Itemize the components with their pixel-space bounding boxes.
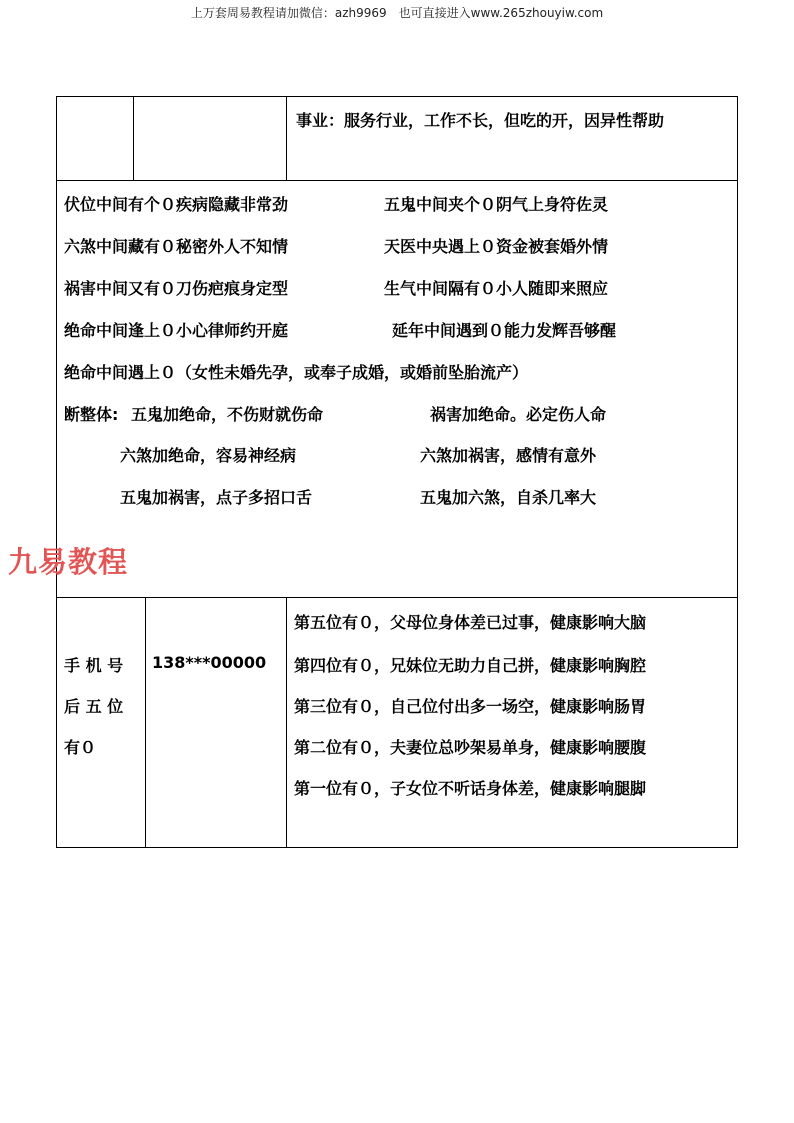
phone-label-line-3: 有０ [64, 738, 97, 757]
page-header: 上万套周易教程请加微信：azh9969 也可直接进入www.265zhouyiw.com [190, 6, 604, 20]
bottom-row-divider-1 [145, 597, 146, 848]
digit-item-5: 第五位有０，父母位身体差已过事，健康影响大脑 [294, 613, 647, 632]
bottom-row-top-line [56, 597, 738, 598]
overall-right-1: 祸害加绝命。必定伤人命 [430, 405, 607, 424]
verse-single: 绝命中间遇上０（女性未婚先孕，或奉子成婚，或婚前坠胎流产） [64, 363, 529, 382]
phone-number: 138***00000 [152, 653, 267, 672]
top-row-bottom-line [56, 180, 738, 181]
bottom-row-divider-2 [286, 597, 287, 848]
phone-label-line-1: 手 机 号 [64, 656, 124, 675]
verse-left-1: 伏位中间有个０疾病隐藏非常劲 [64, 195, 289, 214]
verse-left-4: 绝命中间逢上０小心律师约开庭 [64, 321, 289, 340]
digit-item-1: 第一位有０，子女位不听话身体差，健康影响腿脚 [294, 779, 647, 798]
phone-label-line-2: 后 五 位 [64, 697, 124, 716]
overall-right-2: 六煞加祸害，感情有意外 [420, 446, 597, 465]
overall-left-3: 五鬼加祸害，点子多招口舌 [120, 488, 313, 507]
overall-left-2: 六煞加绝命，容易神经病 [120, 446, 297, 465]
top-row-divider-1 [133, 96, 134, 181]
verse-right-4: 延年中间遇到０能力发辉吾够醒 [392, 321, 617, 340]
digit-item-2: 第二位有０，夫妻位总吵架易单身，健康影响腰腹 [294, 738, 647, 757]
verse-right-2: 天医中央遇上０资金被套婚外情 [384, 237, 609, 256]
overall-left-1: 五鬼加绝命，不伤财就伤命 [131, 405, 324, 424]
watermark-logo: 九易教程 [8, 545, 129, 579]
overall-right-3: 五鬼加六煞，自杀几率大 [420, 488, 597, 507]
career-text: 事业：服务行业，工作不长，但吃的开，因异性帮助 [296, 111, 665, 130]
verse-right-1: 五鬼中间夹个０阴气上身符佐灵 [384, 195, 609, 214]
verse-left-3: 祸害中间又有０刀伤疤痕身定型 [64, 279, 289, 298]
top-row-divider-2 [286, 96, 287, 181]
verse-right-3: 生气中间隔有０小人随即来照应 [384, 279, 609, 298]
overall-label: 断整体: [64, 405, 119, 424]
digit-item-4: 第四位有０，兄妹位无助力自己拼，健康影响胸腔 [294, 656, 647, 675]
verse-left-2: 六煞中间藏有０秘密外人不知情 [64, 237, 289, 256]
digit-item-3: 第三位有０，自己位付出多一场空，健康影响肠胃 [294, 697, 647, 716]
